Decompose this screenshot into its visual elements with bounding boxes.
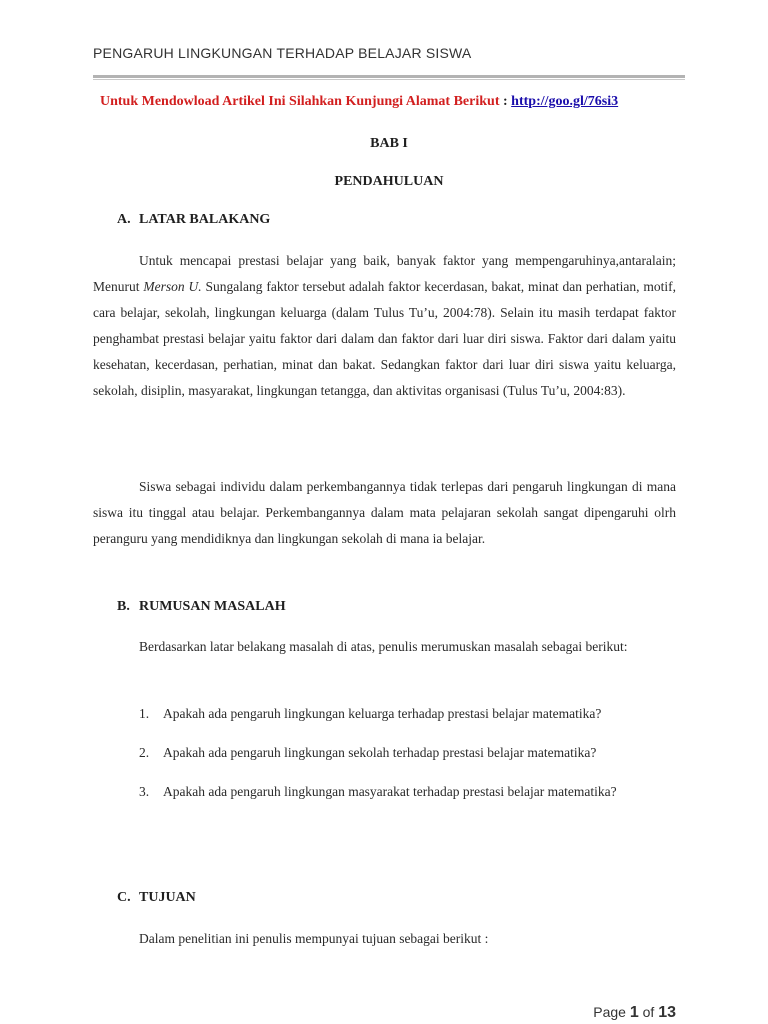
chapter-number: BAB I [370, 136, 408, 151]
notice-separator: : [499, 94, 512, 109]
of-label: of [642, 1004, 655, 1020]
para1-before: Untuk mencapai prestasi belajar yang baik, banyak faktor yang mempengaruhinya,antaralain; Menurut [93, 253, 676, 294]
list-item [139, 740, 676, 766]
list-item [139, 701, 676, 727]
total-pages: 13 [658, 1004, 676, 1021]
section-a-heading [117, 212, 270, 228]
list-item-text: Apakah ada pengaruh lingkungan masyarakat terhadap prestasi belajar matematika? [163, 784, 617, 799]
section-c-letter: C. [117, 890, 131, 905]
list-item-text: Apakah ada pengaruh lingkungan sekolah terhadap prestasi belajar matematika? [163, 745, 597, 760]
section-a-title: LATAR BALAKANG [139, 212, 271, 227]
section-b-intro: Berdasarkan latar belakang masalah di atas, penulis merumuskan masalah sebagai berikut: [139, 639, 628, 654]
download-link[interactable]: http://goo.gl/76si3 [511, 94, 619, 109]
section-a-paragraph-1 [93, 248, 676, 404]
section-a-paragraph-2: Siswa sebagai individu dalam perkembangannya tidak terlepas dari pengaruh lingkungan di mana siswa itu tinggal atau belajar. Perkembangannya dalam mata pelajaran sekolah sangat dipengaruhi olrh peranguru yang mendidiknya dan lingkungan sekolah di mana ia belajar. [93, 479, 676, 546]
list-item-number: 3. [139, 784, 150, 799]
list-item-text: Apakah ada pengaruh lingkungan keluarga terhadap prestasi belajar matematika? [163, 706, 602, 721]
header-rule-thin [93, 79, 685, 80]
header-rule-thick [93, 75, 685, 78]
section-c-title: TUJUAN [139, 890, 196, 905]
section-b-title: RUMUSAN MASALAH [139, 599, 286, 614]
current-page: 1 [629, 1004, 639, 1021]
para1-author: Merson U. [143, 279, 202, 294]
list-item [139, 779, 676, 805]
list-item-number: 2. [139, 745, 150, 760]
section-c-intro: Dalam penelitian ini penulis mempunyai tujuan sebagai berikut : [139, 931, 489, 946]
section-b-heading [117, 599, 286, 615]
para1-after: Sungalang faktor tersebut adalah faktor kecerdasan, bakat, minat dan perhatian, motif, cara belajar, sekolah, lingkungan keluarga (dalam Tulus Tu’u, 2004:78). Selain itu masih terdapat faktor penghambat prestasi belajar yaitu faktor dari dalam dan faktor dari luar diri siswa. Faktor dari dalam yaitu kesehatan, kecerdasan, perhatian, minat dan bakat. Sedangkan faktor dari luar diri siswa yaitu keluarga, sekolah, disiplin, masyarakat, lingkungan tetangga, dan aktivitas organisasi (Tulus Tu’u, 2004:83). [93, 279, 677, 398]
page-label: Page [593, 1004, 626, 1020]
page-counter [593, 1004, 676, 1022]
list-item-number: 1. [139, 706, 150, 721]
download-notice [100, 94, 680, 110]
section-c-heading [117, 890, 196, 906]
chapter-title: PENDAHULUAN [334, 174, 444, 189]
section-b-letter: B. [117, 599, 130, 614]
notice-text: Untuk Mendowload Artikel Ini Silahkan Kunjungi Alamat Berikut [100, 94, 500, 109]
running-header: PENGARUH LINGKUNGAN TERHADAP BELAJAR SISWA [93, 45, 472, 61]
section-a-letter: A. [117, 212, 131, 227]
